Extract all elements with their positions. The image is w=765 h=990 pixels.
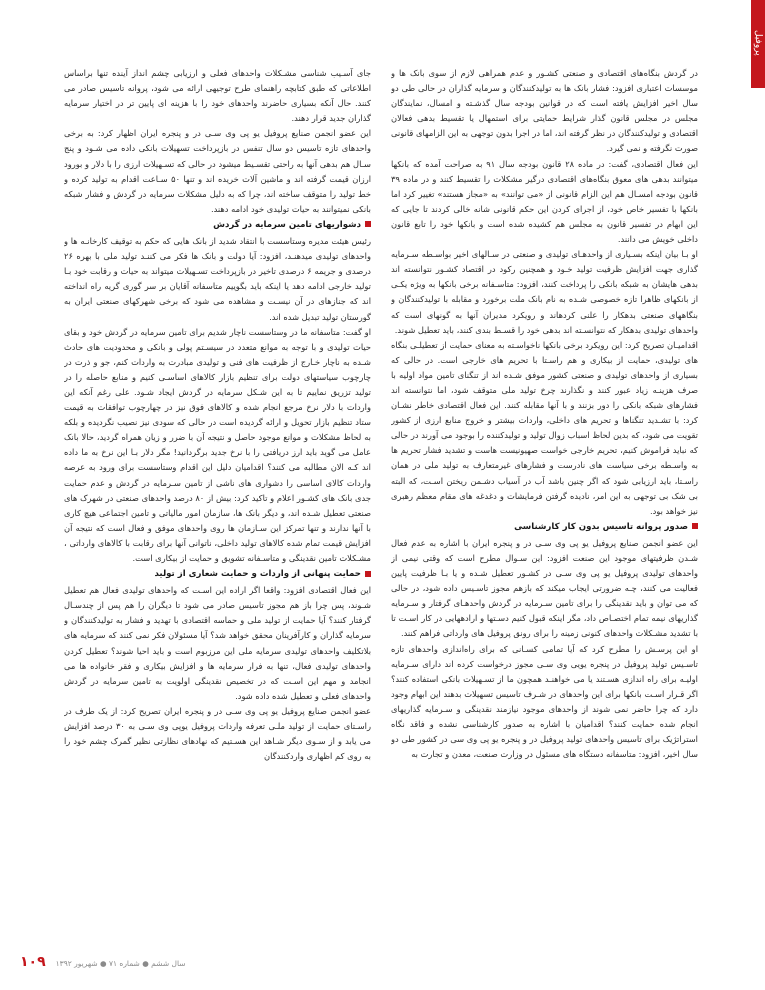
heading-text: صدور پروانه تاسیس بدون کار کارشناسی — [514, 521, 688, 532]
paragraph: او گفت: متاسفانه ما در وستاسست ناچار شدیم برای تامین سرمایه در گردش خود و بقای حیات تولیدی و با توجه به موانع متعدد در سیسـتم پولی و بانکی و محدودیت های حادث شـده به ناچار خـارج از ظرفیت های فنی و تولیدی مبادرت به واردات کنم، جو و ذرت در چارچوب سیاستهای دولت برای تنظیم بازار کالاهای اساسـی کنیم و منابع حاصله را در تولید تزریق نماییم تا به این شـکل سرمایه در گردش ایجاد شـود. علی رغم آنکه این واردات با دلار نرخ مرجع انجام شده و کالاهای فوق نیز در چهارچوب توافقات به قیمت ستاد تنظیم بازار تحویل و ارائه گردیده است در حالی که سودی نیز نصیب نگردیده و بلکه به لحاظ مشکلات و موانع موجود حاصل و نتیجه آن با ضرر و زیان همراه گردید، حالا بانک عامل می گوید باید ارز دریافتی را با نرخ جدید برگردانید! مگر دلار بـا این نرخ به ما داده اند کـه الان مطالبه می کنند؟ اقدامیان دلیل این اقدام وستاسست برای ورود به عرصه واردات کالای اساسی را دشواری های ناشی از تامین سـرمایه در گردش و عدم حمایت جدی بانک های کشـور اعلام و تاکید کرد: بیش از ۸۰ درصد واحدهای صنعتی در شهرک های صنعتی تعطیل شـده اند، و دیگر بانک ها، سازمان امور مالیاتی و تامین اجتماعی هیچ کاری با آنها ندارند و تنها تمرکز این سـازمان ها روی واحدهای موفق و فعال است که نتیجه آن افزایش قیمت تمام شده کالاهای تولید داخلی، ناتوانی آنها برای رقابت با کالاهای وارداتی ، مشـکلات تامین نقدینگی و متاسـفانه تشویق و حمایت از بیکاری است. — [64, 326, 371, 563]
paragraph: رئیس هیئت مدیره وستاسست با انتقاد شدید از بانک هایی که حکم به توقیف کارخانـه ها و واحدهای تولیدی میدهنـد، افزود: آیا دولت و بانک ها فکر می کننـد تولید ملی با بهره ۲۶ درصدی و جریمه ۶ درصدی تاخیر در بازپرداخت تسـهیلات میتواند به حیات و رقابت خود بـا تولید خارجی ادامه دهد یا اینکه باید بگوییم متاسفانه آقایان بر سر گوری گریه راه انداخته اند که جنازهای در آن نیسـت و مشاهده می شود که برخی شهرکهای صنعتی ایران به گورستان تولید تبدیل شده اند. — [64, 236, 371, 322]
heading-bullet-icon — [692, 523, 698, 529]
paragraph: این فعال اقتصادی، گفت: در ماده ۲۸ قانون بودجه سال ۹۱ به صراحت آمده که بانکها میتوانند بدهی های معوق بنگاه‌های اقتصادی درگیر مشکلات را تقسیط کنند و در ماده ۳۹ قانون بودجه امسـال هم این الزام قانونی از «می توانند» به «مجاز هستند» تغییر کرد اما بانکها با تفسیر خاص خود، از اجرای کردن این حکم قانونی شانه خالی کردند تا جایی که این ابهام در تفسیر قانون به مجلس هم کشیده شده است و بانکها خود را تابع قانون داخلی خویش می دانند. — [391, 158, 698, 245]
page-footer — [20, 954, 186, 970]
heading-text: دشواریهای تامین سرمایه در گردش — [213, 219, 361, 230]
heading-bullet-icon — [365, 221, 371, 227]
issue-info: سال ششم ● شماره ۷۱ ● شهریور ۱۳۹۲ — [55, 959, 186, 968]
paragraph: این عضو انجمن صنایع پروفیل یو پی وی سـی در و پنجره ایران اظهار کرد: به برخی واحدهای تازه تاسیس دو سال تنفس در بازپرداخت تسهیلات بانکی داده می شـود و پنج سـال هم بدهی آنها به راحتی تقسـیط میشود در حالی که تسـهیلات ارزی را با دلار و بورود ارزان قیمت گرفته اند و ماشین آلات خریده اند و تنها ۵۰ سـاعت اقدام به تولید کرده و خط تولید را متوقف ساخته اند، چرا که به دلیل مشکلات سرمایه در گردش و فشار شبکه بانکی نمیتوانند به حیات تولیدی خود ادامه دهند. — [64, 128, 371, 214]
paragraph: در گردش بنگاه‌های اقتصادی و صنعتی کشـور و عدم همراهی لازم از سوی بانک ها و موسسات اعتباری افزود: فشار بانک ها به تولیدکنندگان و سرمایه گذاران در حالی طی دو سال اخیر افزایش یافته است که در قوانین بودجه سال گذشـته و امسال، نمایندگان مجلس در مجلس قانون گذار شرایط حمایتی برای استمهال یا تقسیط بدهی فعالان اقتصادی و تولیدکنندگان در نظر گرفته اند، اما در اجرا بدون توجهی به این الزامهای قانونی صورت نگرفته و نمی گیرد. — [391, 68, 698, 154]
section-label: پروفیل — [753, 30, 763, 56]
section-heading — [391, 520, 698, 535]
paragraph: عضو انجمن صنایع پروفیل یو پی وی سـی در و پنجره ایران تصریح کرد: از یک طرف در راسـتای حمایت از تولید ملـی تعرفه واردات پروفیل یوپی وی سـی به ۳۰ درصد افزایش می یابد و از سـوی دیگر شـاهد این هسـتیم که نهادهای نظارتی نظیر گمرک چشم خود را به روی کم اظهاری واردکنندگان — [64, 705, 371, 762]
paragraph: این عضو انجمن صنایع پروفیل یو پی وی سـی در و پنجره ایران با اشاره به عدم فعال شـدن ظرفیتهای موجود این صنعت افزود: این سـوال مطرح است که وقتی نیمی از واحدهای تولیدی پروفیل یو پی وی سـی در کشـور تعطیل شـده و یا بـا ظرفیت پایین فعالیت می کنند، چـه ضرورتی ایجاب میکند که بازهم مجوز تاسـیس داده شود، در حالی که می توان و باید نقدینگی را برای تامین سـرمایه در گردش واحدهـای گرفتار و سـرمایه گذاریهای نیمه تمام اختصـاص داد، مگر اینکه قبول کنیم دسـتها و ارادههایی در کار اسـت تا با تشدید مشـکلات واحدهای کنونی زمینه را برای رونق پروفیل های وارداتی فراهم کنند. — [391, 537, 698, 639]
paragraph: این فعال اقتصادی افزود: واقعا اگر اراده این اسـت که واحدهای تولیدی فعال هم تعطیل شـوند، پس چرا باز هم مجوز تاسیس صادر می شود تا دیگران را هم پس از چندسـال گرفتار کنند؟ آیا حمایت از تولید ملی و حماسه اقتصادی با تهدید و فشار به تولیدکنندگان و سرمایه گذاران و کارآفرینان محقق خواهد شد؟ آیا مسئولان فکر نمی کنند که سرمایه های بلاتکلیف واحدهای تولیدی سرمایه ملی این مرزبوم است و باید احیا شوند؟ تعطیل کردن واحدهای تولیدی فعال، تنها به فرار سرمایه ها و افزایش بیکاری و فقر خانواده ها می انجامد و مهم این اسـت که در تخصیص نقدینگی اولویت به تامین سرمایه در گردش واحدهای فعلی و تعطیل شده داده شود. — [64, 585, 371, 701]
paragraph: او این پرسـش را مطرح کرد که آیا تمامی کسـانی که برای راه‌اندازی واحدهای تازه تاسـیس تولید پروفیل در پنجره یویی وی سـی مجوز درخواست کرده اند دارای سـرمایه اولیـه برای راه اندازی هسـتند یا می خواهنـد همچون ما از تسـهیلات بانکی استفاده کنند؟ اگر قـرار اسـت بانکها برای این واحدهای در شـرف تاسیس تسهیلات بدهند این ابهام وجود دارد که چرا حاضر نمی شوند از واحدهای موجود نیازمند نقدینگی و سـرمایه گذاریهای انجام شده حمایت کنند؟ اقدامیان با اشاره به صدور کارشناسی نشده و فاقد نگاه استراتژیک برای تاسیس واحدهای تولید پروفیل در و پنجره یو پی وی سی در کشور طی دو سال اخیر، افزود: متاسفانه دستگاه های مسئول در وزارت صنعت، معدن و تجارت به — [391, 643, 698, 760]
section-heading — [64, 218, 371, 233]
paragraph: جای آسـیب شناسی مشـکلات واحدهای فعلی و ارزیابی چشم انداز آینده تنها براساس اطلاعاتی که طبق کتابچه راهنمای طرح توجیهی ارائه می شود، پروانه تاسیس صادر می کنند. حال آنکه بسیاری حاضرند واحدهای خود را با هزینه ای پایین تر در اختیار سرمایه گذاران جدید قرار دهند. — [64, 68, 371, 124]
section-heading — [64, 567, 371, 582]
heading-text: حمایت پنهانی از واردات و حمایت شعاری از تولید — [154, 569, 361, 580]
heading-bullet-icon — [365, 571, 371, 577]
article-body — [64, 66, 698, 956]
paragraph: او بـا بیان اینکه بسـیاری از واحدهـای تولیدی و صنعتی در سـالهای اخیر بواسـطه سـرمایه گذاری جهت افزایش ظرفیت تولید خـود و همچنین رکود در اقتصاد کشـور نتوانسته اند بدهی هایشان به شبکه بانکی را پرداخت کنند، افزود: متاسـفانه برخی بانکها به ویژه یکـی از بانکهای ظاهرا تازه خصوصی شـده به نام بانک ملت برخورد و مقابله با تولیدکنندگان و بنگاههای صنعتی بدهکار را علنی کردهاند و رویکرد مدیران آنها به گونهای است که واحدهای تولیدی بدهکار که نتوانسـته اند بدهی خود را قسـط بندی کنند، باید تعطیل شوند. — [391, 249, 698, 335]
page-number: ۱۰۹ — [20, 954, 46, 970]
article-column-right — [391, 66, 698, 956]
article-column-left — [64, 66, 371, 956]
paragraph: اقدامیـان تصریح کرد: این رویکرد برخی بانکها ناخواسـته به معنای حمایت از تعطیلـی بنگاه های تولیدی، حمایت از بیکاری و هم راسـتا با تحریم های خارجی است. در حالی که بسیاری از واحدهای تولیدی و صنعتی کشور موفق شـده اند از تنگنای تامین مواد اولیه با صرف هزینـه زیاد عبور کنند و نگذارند چرخ تولید ملی متوقف شود، اما نتوانسته اند فشارهای شبکه بانکی را دور بزنند و با آنها مقابله کنند. این فعال اقتصادی خاطر نشـان کرد: با تشـدید تنگناها و تحریم های داخلی، واردات بیشتر و خروج منابع ارزی از کشور تقویت می شود، که بدین لحاظ اسباب زوال تولید و تولیدکننده را بوجود می آورند در حالی که نباید فراموش کنیم، تحریم خارجی خواست صهیونیست هاست و تشدید فشار تحریم ها به واسـطه برخی سیاست های نادرست و فشارهای غیرمتعارف به تولید ملی در همان راسـتا، باید ارزیابی شود که اگر چنین باشد آب در آسیاب دشـمن ریختن اسـت، که البته بی شک بی توجهی به این امر، نادیده گرفتن فرمایشات و دغدغه های مقام معظم رهبری نیز خواهد بود. — [391, 339, 698, 516]
